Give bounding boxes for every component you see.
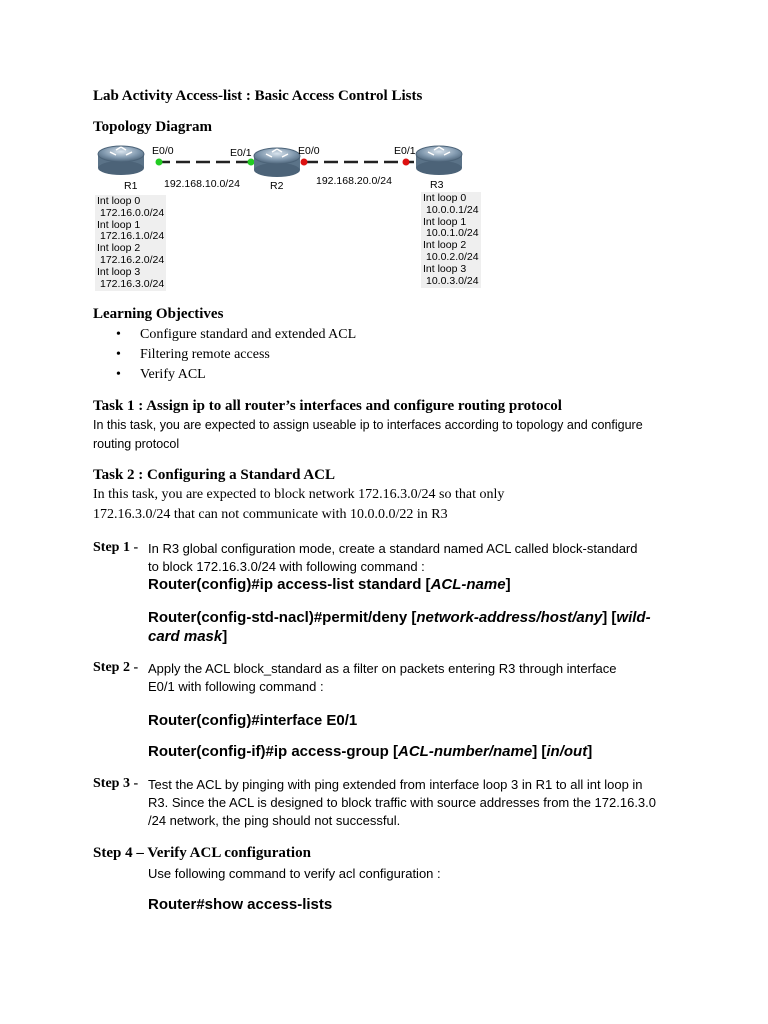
port-label-r3-e01: E0/1 xyxy=(394,145,416,157)
step1-command-2: Router(config-std-nacl)#permit/deny [network-address/host/any] [wild- xyxy=(148,609,651,626)
step1-text-line2: to block 172.16.3.0/24 with following command : xyxy=(148,559,425,574)
port-label-r2-e00: E0/0 xyxy=(298,145,320,157)
router-r2-icon xyxy=(254,148,300,177)
r1-loop-address: 172.16.1.0/24 xyxy=(100,230,165,243)
r1-loop-label: Int loop 0 xyxy=(97,195,141,207)
task1-text-line2: routing protocol xyxy=(93,437,180,451)
port-label-r1-e00: E0/0 xyxy=(152,145,174,157)
r1-loopback-list xyxy=(95,195,166,291)
r3-loop-address: 10.0.2.0/24 xyxy=(426,250,479,263)
router-name-r2: R2 xyxy=(270,180,284,192)
step2-label: Step 2 - xyxy=(93,660,139,675)
step2-text-line1: Apply the ACL block_standard as a filter on packets entering R3 through interface xyxy=(148,661,617,676)
status-dot-r2-e00 xyxy=(301,159,308,166)
step3-text-line3: /24 network, the ping should not successful. xyxy=(148,813,401,828)
router-name-r1: R1 xyxy=(124,180,138,192)
step4-text-line1: Use following command to verify acl configuration : xyxy=(148,866,441,881)
r3-loop-label: Int loop 3 xyxy=(423,262,467,275)
list-item: • Configure standard and extended ACL xyxy=(116,327,356,347)
r3-loopback-list xyxy=(421,192,481,288)
step1-label: Step 1 - xyxy=(93,540,139,555)
r1-loop-label: Int loop 2 xyxy=(97,242,141,255)
step2-command-1: Router(config)#interface E0/1 xyxy=(148,712,358,729)
network-label-2: 192.168.20.0/24 xyxy=(316,175,392,187)
r3-loop-label: Int loop 1 xyxy=(423,215,467,228)
topology-diagram xyxy=(92,138,492,298)
objectives-list xyxy=(116,327,356,387)
r1-loop-address: 172.16.0.0/24 xyxy=(100,206,165,219)
list-item: • Verify ACL xyxy=(116,367,356,387)
step3-text-line1: Test the ACL by pinging with ping extended from interface loop 3 in R1 to all int loop in xyxy=(148,777,643,792)
r1-loop-label: Int loop 3 xyxy=(97,265,141,278)
step2-text-line2: E0/1 with following command : xyxy=(148,679,324,694)
task2-text-line2: 172.16.3.0/24 that can not communicate with 10.0.0.0/22 in R3 xyxy=(93,507,448,522)
r3-loop-address: 10.0.0.1/24 xyxy=(426,203,479,216)
step1-text-line1: In R3 global configuration mode, create a standard named ACL called block-standard xyxy=(148,541,638,556)
task1-heading: Task 1 : Assign ip to all router’s interfaces and configure routing protocol xyxy=(93,398,562,414)
list-item: • Filtering remote access xyxy=(116,347,356,367)
router-r1-icon xyxy=(98,146,144,175)
r3-loop-label: Int loop 0 xyxy=(423,192,467,204)
step4-command: Router#show access-lists xyxy=(148,896,333,913)
router-r3-icon xyxy=(416,146,462,175)
port-label-r2-e01: E0/1 xyxy=(230,147,252,159)
r1-loop-address: 172.16.2.0/24 xyxy=(100,253,165,266)
r3-loop-address: 10.0.3.0/24 xyxy=(426,274,479,287)
step2-command-2: Router(config-if)#ip access-group [ACL-number/name] [in/out] xyxy=(148,743,593,760)
r1-loop-label: Int loop 1 xyxy=(97,218,141,231)
step1-command-1: Router(config)#ip access-list standard [ACL-name] xyxy=(148,576,511,593)
topology-heading: Topology Diagram xyxy=(93,119,213,135)
step4-heading: Step 4 – Verify ACL configuration xyxy=(93,845,311,861)
status-dot-r3-e01 xyxy=(403,159,410,166)
page-title: Lab Activity Access-list : Basic Access Control Lists xyxy=(93,88,423,104)
task2-text-line1: In this task, you are expected to block network 172.16.3.0/24 so that only xyxy=(93,487,505,502)
step3-label: Step 3 - xyxy=(93,776,139,791)
task1-text-line1: In this task, you are expected to assign useable ip to interfaces according to topology and configure xyxy=(93,418,643,432)
router-name-r3: R3 xyxy=(430,179,444,191)
r3-loop-label: Int loop 2 xyxy=(423,239,467,252)
step3-text-line2: R3. Since the ACL is designed to block traffic with source addresses from the 172.16.3.0 xyxy=(148,795,657,810)
task2-heading: Task 2 : Configuring a Standard ACL xyxy=(93,467,336,483)
status-dot-r2-e01 xyxy=(248,159,255,166)
status-dot-r1-e00 xyxy=(156,159,163,166)
step1-command-2-cont: card mask] xyxy=(148,628,228,645)
r3-loop-address: 10.0.1.0/24 xyxy=(426,227,479,240)
network-label-1: 192.168.10.0/24 xyxy=(164,178,240,190)
objectives-heading: Learning Objectives xyxy=(93,306,224,322)
r1-loop-address: 172.16.3.0/24 xyxy=(100,277,165,290)
